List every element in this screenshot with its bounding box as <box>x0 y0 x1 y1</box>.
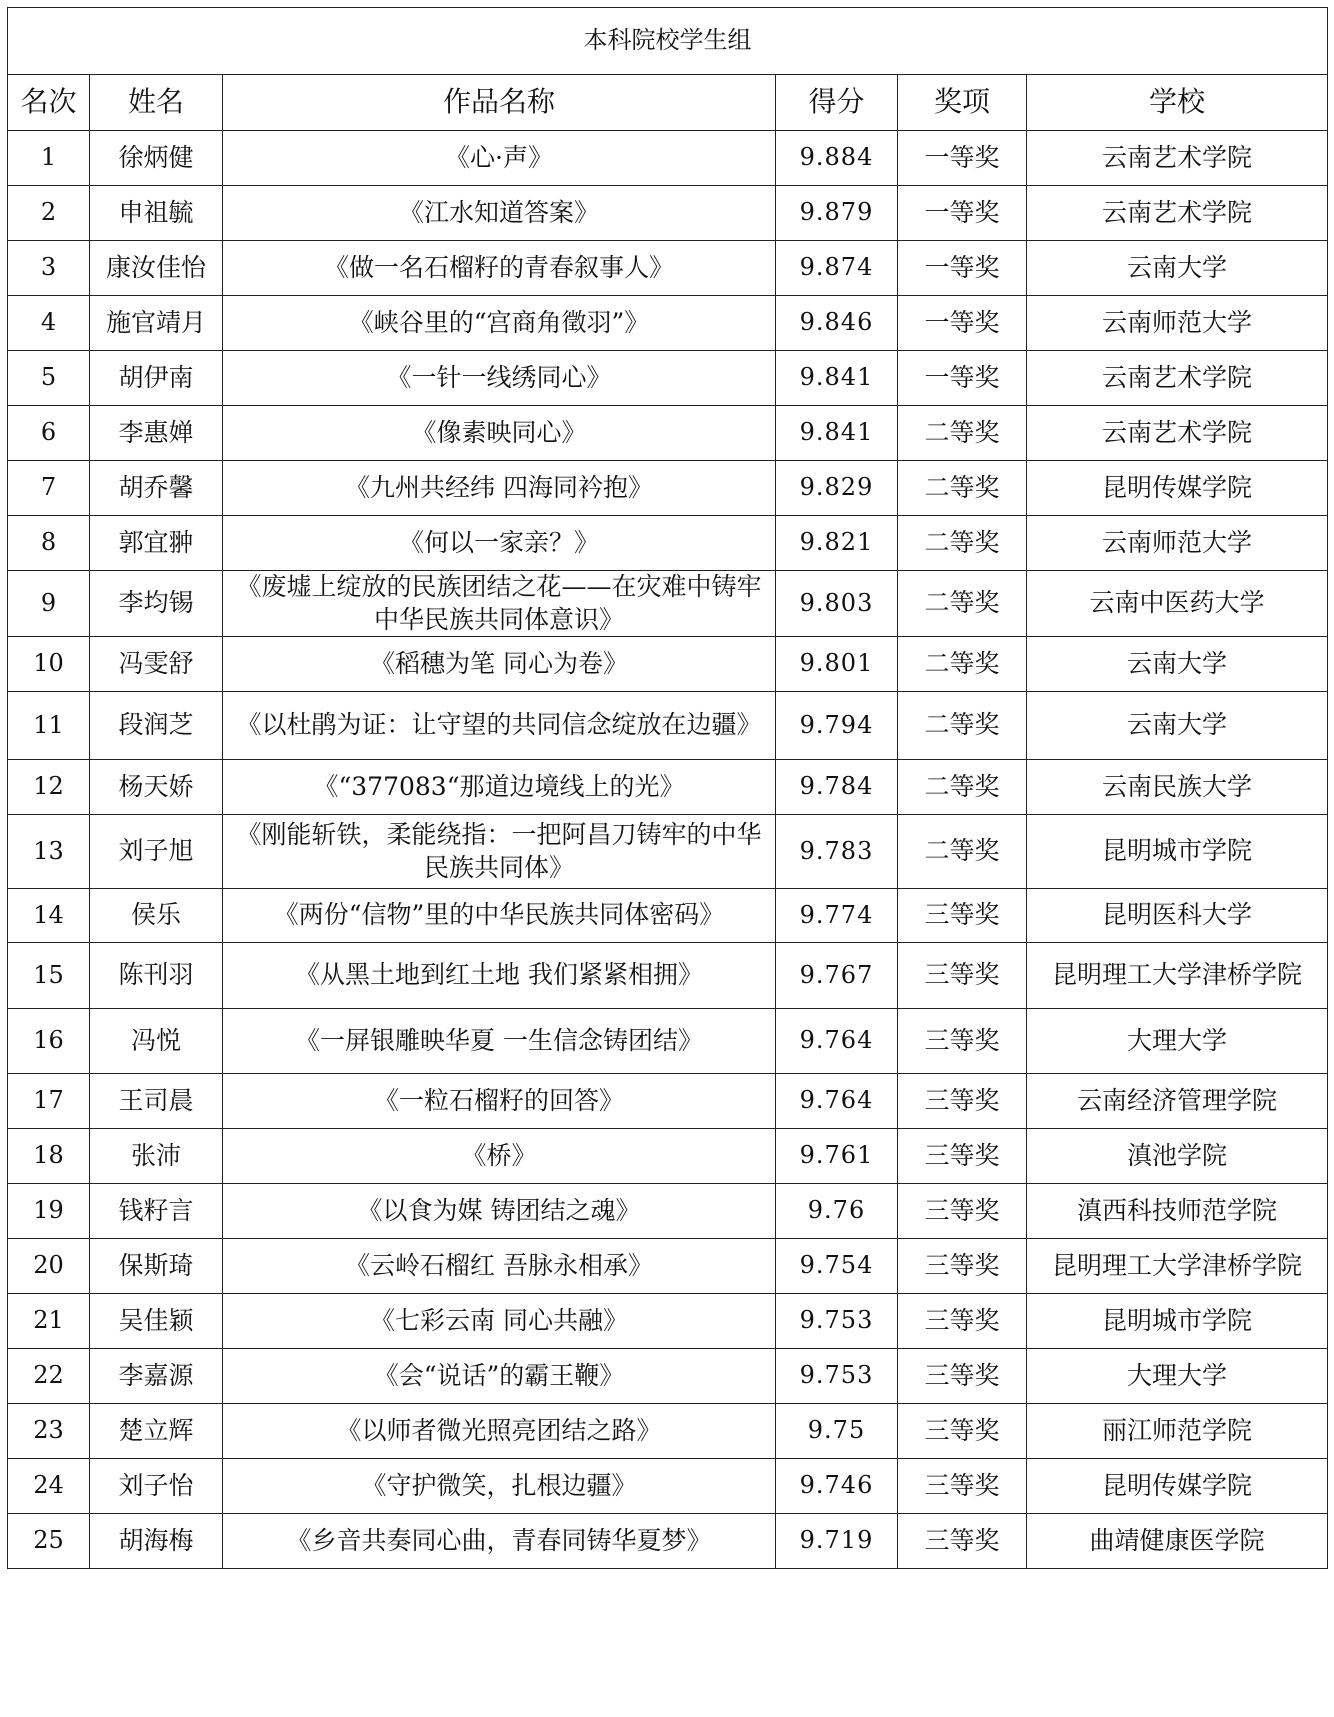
cell-rank: 20 <box>8 1239 90 1294</box>
cell-rank: 18 <box>8 1129 90 1184</box>
awards-table <box>7 7 1328 1569</box>
table-row <box>8 1184 1328 1239</box>
cell-work: 《心·声》 <box>223 131 776 186</box>
cell-school: 昆明传媒学院 <box>1027 1459 1328 1514</box>
cell-rank: 4 <box>8 296 90 351</box>
cell-score: 9.753 <box>776 1294 898 1349</box>
cell-score: 9.76 <box>776 1184 898 1239</box>
cell-work: 《江水知道答案》 <box>223 186 776 241</box>
cell-school: 曲靖健康医学院 <box>1027 1514 1328 1569</box>
cell-school: 云南大学 <box>1027 692 1328 760</box>
cell-work: 《稻穗为笔 同心为卷》 <box>223 637 776 692</box>
cell-work: 《以食为媒 铸团结之魂》 <box>223 1184 776 1239</box>
cell-score: 9.821 <box>776 516 898 571</box>
cell-award: 一等奖 <box>898 241 1027 296</box>
cell-rank: 22 <box>8 1349 90 1404</box>
header-work: 作品名称 <box>223 75 776 131</box>
cell-name: 申祖毓 <box>90 186 223 241</box>
table-body <box>8 131 1328 1569</box>
cell-award: 三等奖 <box>898 1074 1027 1129</box>
cell-name: 李惠婵 <box>90 406 223 461</box>
cell-award: 二等奖 <box>898 406 1027 461</box>
cell-school: 云南大学 <box>1027 241 1328 296</box>
table-row <box>8 889 1328 943</box>
cell-score: 9.846 <box>776 296 898 351</box>
cell-school: 昆明传媒学院 <box>1027 461 1328 516</box>
cell-award: 三等奖 <box>898 1404 1027 1459</box>
cell-rank: 1 <box>8 131 90 186</box>
table-row <box>8 1009 1328 1074</box>
cell-rank: 16 <box>8 1009 90 1074</box>
cell-name: 李均锡 <box>90 571 223 637</box>
cell-rank: 11 <box>8 692 90 760</box>
cell-school: 昆明理工大学津桥学院 <box>1027 1239 1328 1294</box>
cell-award: 三等奖 <box>898 1459 1027 1514</box>
cell-score: 9.774 <box>776 889 898 943</box>
cell-work: 《七彩云南 同心共融》 <box>223 1294 776 1349</box>
cell-school: 云南艺术学院 <box>1027 186 1328 241</box>
cell-award: 二等奖 <box>898 461 1027 516</box>
table-row <box>8 637 1328 692</box>
cell-work: 《废墟上绽放的民族团结之花——在灾难中铸牢中华民族共同体意识》 <box>223 571 776 637</box>
cell-school: 滇西科技师范学院 <box>1027 1184 1328 1239</box>
cell-rank: 14 <box>8 889 90 943</box>
cell-school: 云南民族大学 <box>1027 760 1328 815</box>
table-row <box>8 241 1328 296</box>
cell-award: 二等奖 <box>898 571 1027 637</box>
cell-name: 保斯琦 <box>90 1239 223 1294</box>
cell-name: 杨天娇 <box>90 760 223 815</box>
cell-score: 9.719 <box>776 1514 898 1569</box>
cell-rank: 25 <box>8 1514 90 1569</box>
cell-work: 《会“说话”的霸王鞭》 <box>223 1349 776 1404</box>
cell-award: 二等奖 <box>898 516 1027 571</box>
cell-work: 《九州共经纬 四海同衿抱》 <box>223 461 776 516</box>
header-row <box>8 75 1328 131</box>
table-row <box>8 943 1328 1009</box>
cell-name: 胡海梅 <box>90 1514 223 1569</box>
cell-award: 二等奖 <box>898 637 1027 692</box>
cell-award: 三等奖 <box>898 1294 1027 1349</box>
cell-school: 云南经济管理学院 <box>1027 1074 1328 1129</box>
cell-score: 9.746 <box>776 1459 898 1514</box>
cell-school: 云南师范大学 <box>1027 296 1328 351</box>
cell-work: 《桥》 <box>223 1129 776 1184</box>
cell-work: 《守护微笑，扎根边疆》 <box>223 1459 776 1514</box>
header-name: 姓名 <box>90 75 223 131</box>
cell-school: 丽江师范学院 <box>1027 1404 1328 1459</box>
cell-school: 滇池学院 <box>1027 1129 1328 1184</box>
header-award: 奖项 <box>898 75 1027 131</box>
table-row <box>8 406 1328 461</box>
table-row <box>8 296 1328 351</box>
cell-score: 9.884 <box>776 131 898 186</box>
awards-sheet <box>7 7 1327 1569</box>
cell-school: 大理大学 <box>1027 1009 1328 1074</box>
cell-school: 云南师范大学 <box>1027 516 1328 571</box>
table-row <box>8 131 1328 186</box>
cell-name: 冯悦 <box>90 1009 223 1074</box>
cell-name: 陈刊羽 <box>90 943 223 1009</box>
cell-score: 9.754 <box>776 1239 898 1294</box>
cell-score: 9.783 <box>776 815 898 889</box>
cell-score: 9.767 <box>776 943 898 1009</box>
table-row <box>8 571 1328 637</box>
cell-work: 《以杜鹃为证：让守望的共同信念绽放在边疆》 <box>223 692 776 760</box>
cell-school: 云南艺术学院 <box>1027 351 1328 406</box>
cell-name: 康汝佳怡 <box>90 241 223 296</box>
table-title: 本科院校学生组 <box>8 8 1328 75</box>
cell-score: 9.829 <box>776 461 898 516</box>
cell-school: 云南艺术学院 <box>1027 406 1328 461</box>
cell-award: 三等奖 <box>898 1129 1027 1184</box>
cell-award: 三等奖 <box>898 1349 1027 1404</box>
cell-score: 9.784 <box>776 760 898 815</box>
cell-score: 9.841 <box>776 406 898 461</box>
cell-name: 张沛 <box>90 1129 223 1184</box>
table-row <box>8 1404 1328 1459</box>
cell-name: 李嘉源 <box>90 1349 223 1404</box>
cell-award: 三等奖 <box>898 1514 1027 1569</box>
cell-rank: 12 <box>8 760 90 815</box>
cell-score: 9.753 <box>776 1349 898 1404</box>
cell-work: 《以师者微光照亮团结之路》 <box>223 1404 776 1459</box>
table-row <box>8 351 1328 406</box>
cell-rank: 6 <box>8 406 90 461</box>
table-row <box>8 1074 1328 1129</box>
cell-award: 二等奖 <box>898 760 1027 815</box>
cell-rank: 15 <box>8 943 90 1009</box>
cell-award: 一等奖 <box>898 186 1027 241</box>
cell-award: 三等奖 <box>898 1009 1027 1074</box>
cell-rank: 13 <box>8 815 90 889</box>
cell-name: 施官靖月 <box>90 296 223 351</box>
table-row <box>8 815 1328 889</box>
cell-award: 三等奖 <box>898 889 1027 943</box>
cell-work: 《像素映同心》 <box>223 406 776 461</box>
table-row <box>8 516 1328 571</box>
cell-school: 云南中医药大学 <box>1027 571 1328 637</box>
cell-award: 二等奖 <box>898 692 1027 760</box>
cell-work: 《云岭石榴红 吾脉永相承》 <box>223 1239 776 1294</box>
table-row <box>8 1129 1328 1184</box>
cell-name: 王司晨 <box>90 1074 223 1129</box>
cell-name: 郭宜翀 <box>90 516 223 571</box>
cell-name: 刘子旭 <box>90 815 223 889</box>
cell-rank: 24 <box>8 1459 90 1514</box>
cell-work: 《两份“信物”里的中华民族共同体密码》 <box>223 889 776 943</box>
cell-award: 一等奖 <box>898 351 1027 406</box>
cell-rank: 17 <box>8 1074 90 1129</box>
header-school: 学校 <box>1027 75 1328 131</box>
cell-work: 《做一名石榴籽的青春叙事人》 <box>223 241 776 296</box>
cell-work: 《何以一家亲？》 <box>223 516 776 571</box>
cell-rank: 23 <box>8 1404 90 1459</box>
cell-award: 一等奖 <box>898 296 1027 351</box>
cell-school: 云南大学 <box>1027 637 1328 692</box>
cell-score: 9.764 <box>776 1009 898 1074</box>
header-score: 得分 <box>776 75 898 131</box>
cell-score: 9.761 <box>776 1129 898 1184</box>
table-row <box>8 1514 1328 1569</box>
cell-work: 《乡音共奏同心曲，青春同铸华夏梦》 <box>223 1514 776 1569</box>
cell-rank: 5 <box>8 351 90 406</box>
cell-school: 云南艺术学院 <box>1027 131 1328 186</box>
cell-name: 冯雯舒 <box>90 637 223 692</box>
cell-score: 9.764 <box>776 1074 898 1129</box>
cell-name: 段润芝 <box>90 692 223 760</box>
table-row <box>8 1459 1328 1514</box>
cell-name: 胡乔馨 <box>90 461 223 516</box>
cell-score: 9.874 <box>776 241 898 296</box>
cell-rank: 8 <box>8 516 90 571</box>
table-row <box>8 760 1328 815</box>
cell-work: 《刚能斩铁，柔能绕指：一把阿昌刀铸牢的中华民族共同体》 <box>223 815 776 889</box>
cell-name: 楚立辉 <box>90 1404 223 1459</box>
cell-score: 9.794 <box>776 692 898 760</box>
cell-award: 三等奖 <box>898 1239 1027 1294</box>
cell-award: 二等奖 <box>898 815 1027 889</box>
cell-work: 《一粒石榴籽的回答》 <box>223 1074 776 1129</box>
cell-score: 9.841 <box>776 351 898 406</box>
table-row <box>8 692 1328 760</box>
cell-name: 钱籽言 <box>90 1184 223 1239</box>
table-row <box>8 1294 1328 1349</box>
cell-score: 9.801 <box>776 637 898 692</box>
cell-work: 《从黑土地到红土地 我们紧紧相拥》 <box>223 943 776 1009</box>
header-rank: 名次 <box>8 75 90 131</box>
cell-school: 大理大学 <box>1027 1349 1328 1404</box>
cell-name: 刘子怡 <box>90 1459 223 1514</box>
cell-rank: 2 <box>8 186 90 241</box>
cell-rank: 3 <box>8 241 90 296</box>
cell-name: 胡伊南 <box>90 351 223 406</box>
cell-school: 昆明理工大学津桥学院 <box>1027 943 1328 1009</box>
cell-award: 三等奖 <box>898 1184 1027 1239</box>
cell-name: 侯乐 <box>90 889 223 943</box>
cell-award: 一等奖 <box>898 131 1027 186</box>
cell-work: 《“377083“那道边境线上的光》 <box>223 760 776 815</box>
table-row <box>8 186 1328 241</box>
cell-name: 吴佳颖 <box>90 1294 223 1349</box>
cell-rank: 7 <box>8 461 90 516</box>
cell-score: 9.803 <box>776 571 898 637</box>
table-row <box>8 461 1328 516</box>
cell-work: 《峡谷里的“宫商角徵羽”》 <box>223 296 776 351</box>
cell-rank: 10 <box>8 637 90 692</box>
cell-rank: 9 <box>8 571 90 637</box>
cell-rank: 21 <box>8 1294 90 1349</box>
cell-school: 昆明医科大学 <box>1027 889 1328 943</box>
table-row <box>8 1349 1328 1404</box>
cell-name: 徐炳健 <box>90 131 223 186</box>
cell-score: 9.75 <box>776 1404 898 1459</box>
cell-rank: 19 <box>8 1184 90 1239</box>
cell-school: 昆明城市学院 <box>1027 815 1328 889</box>
cell-school: 昆明城市学院 <box>1027 1294 1328 1349</box>
cell-score: 9.879 <box>776 186 898 241</box>
cell-work: 《一针一线绣同心》 <box>223 351 776 406</box>
cell-award: 三等奖 <box>898 943 1027 1009</box>
cell-work: 《一屏银雕映华夏 一生信念铸团结》 <box>223 1009 776 1074</box>
table-row <box>8 1239 1328 1294</box>
